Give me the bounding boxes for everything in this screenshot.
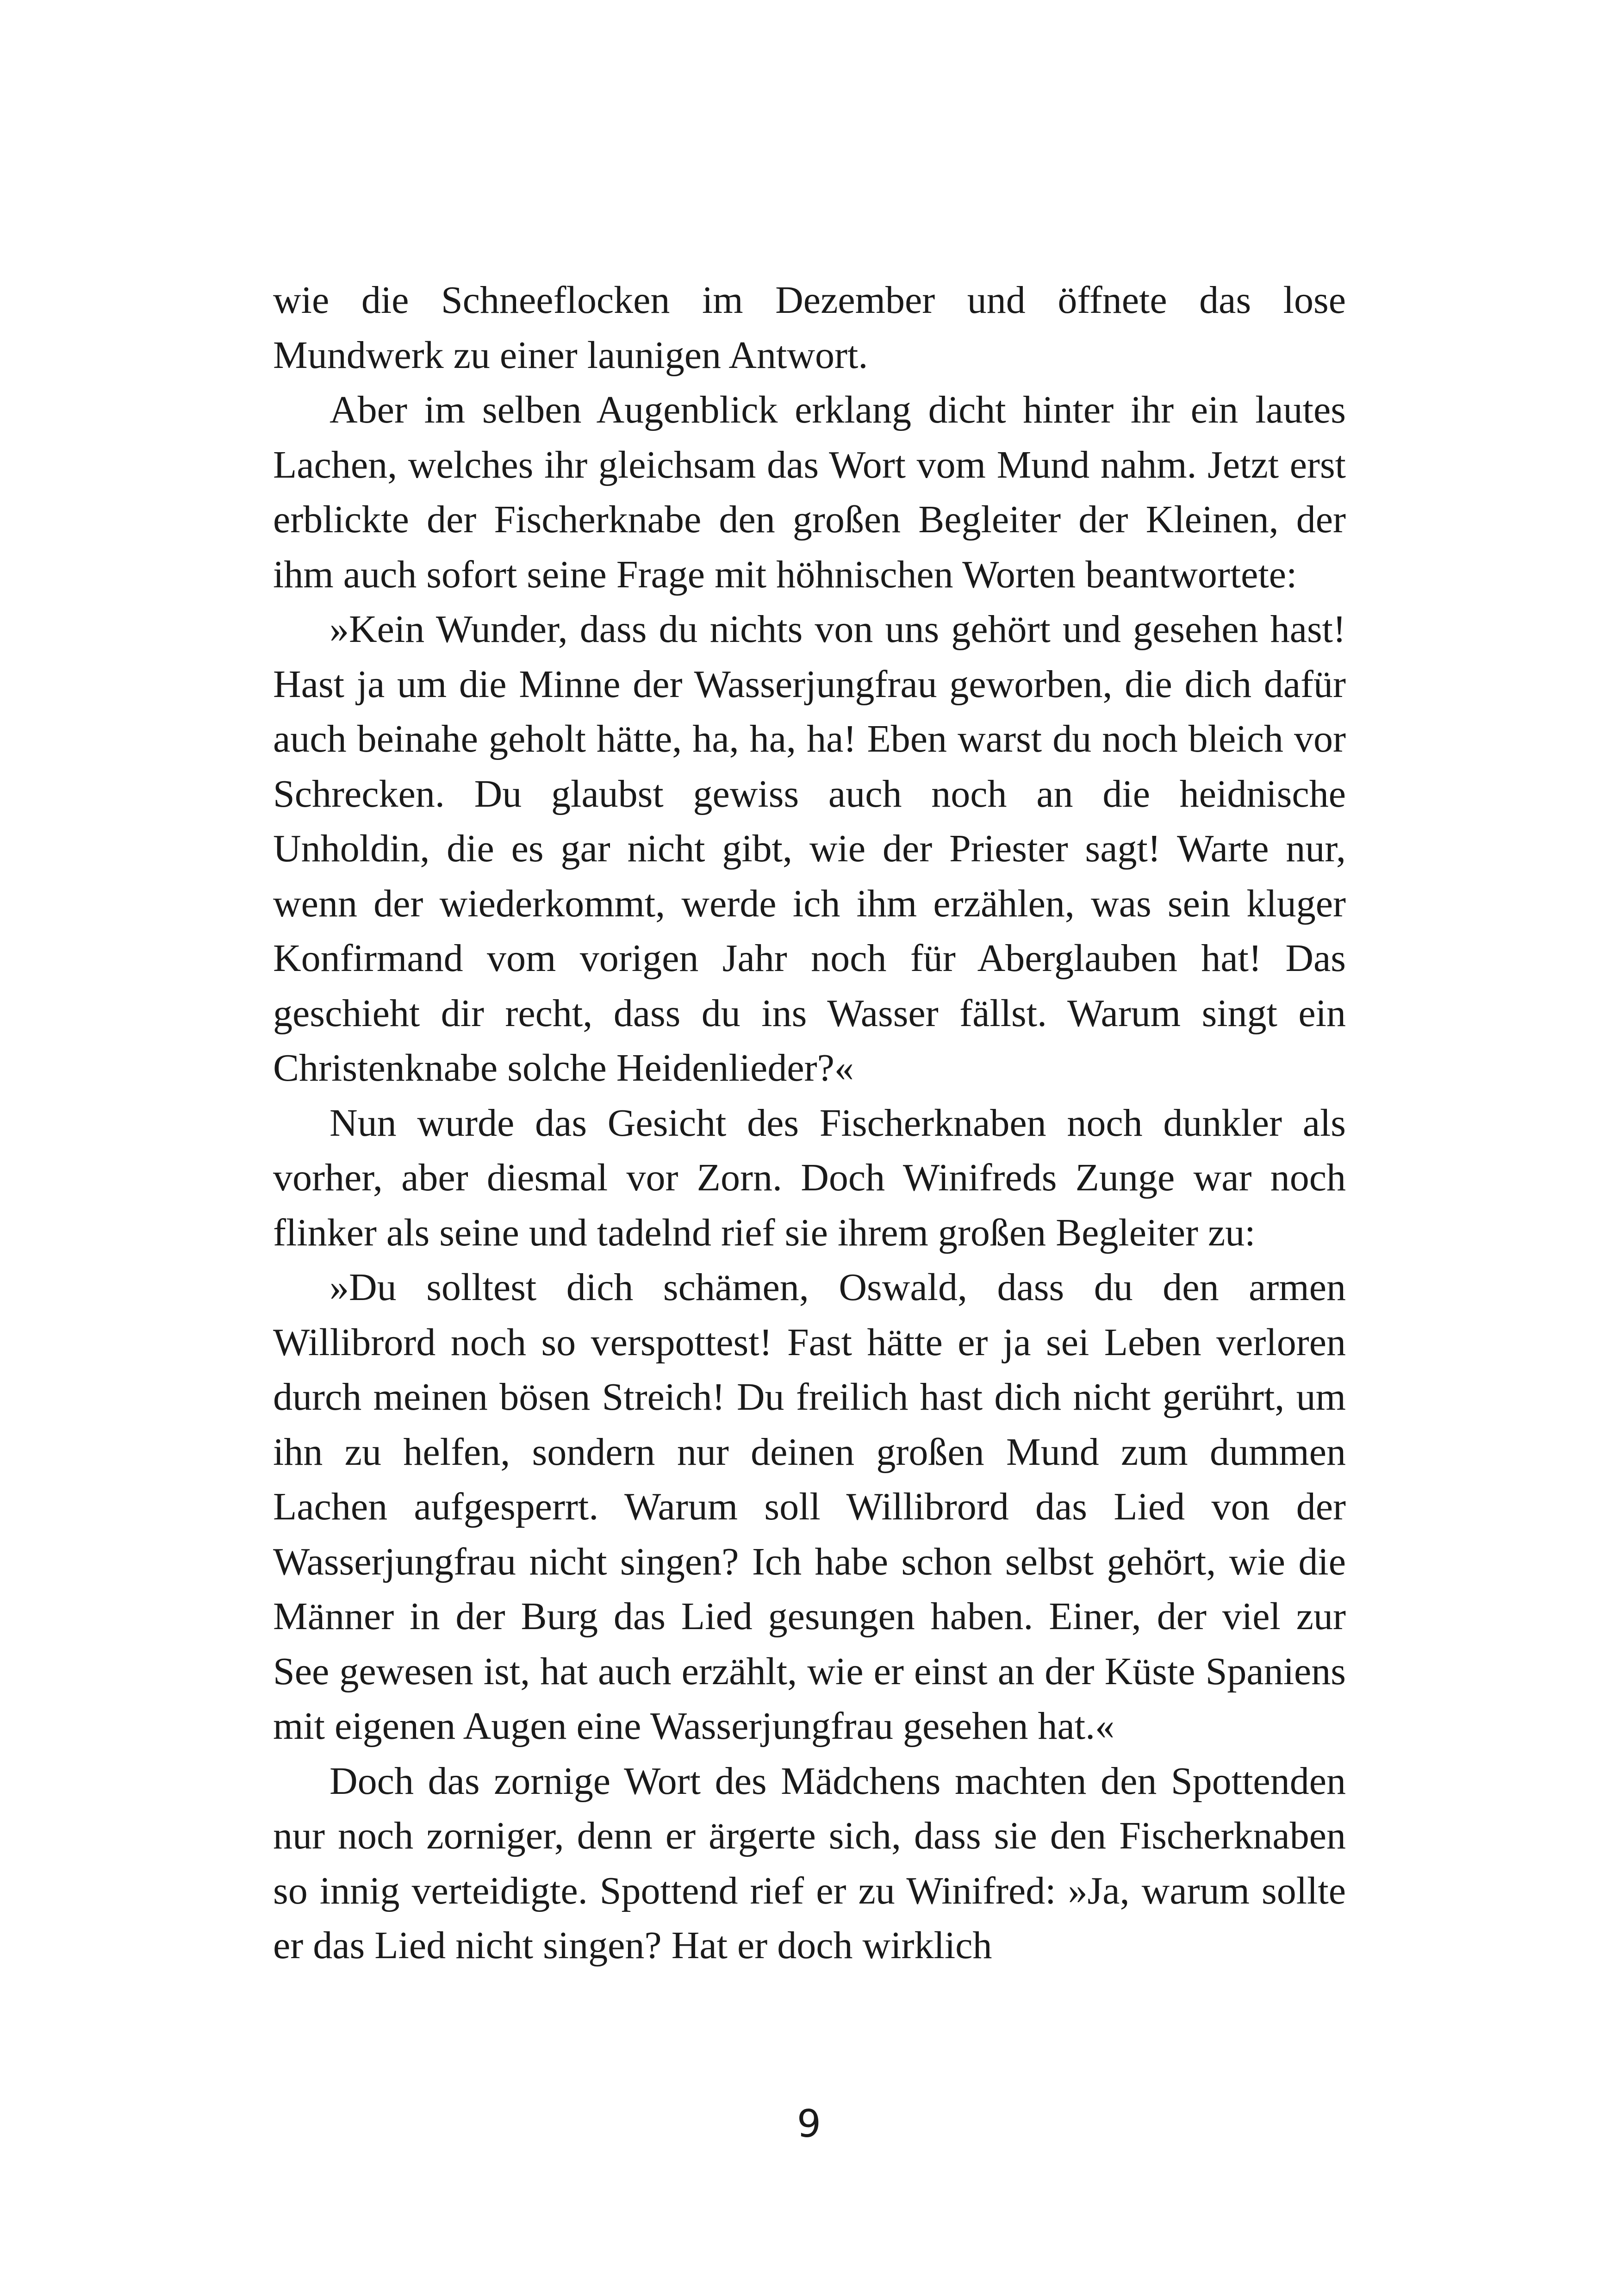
body-text xyxy=(273,273,1346,1973)
paragraph-5: »Du solltest dich schämen, Oswald, dass du den armen Willibrord noch so verspottest! Fast hätte er ja sei Leben verloren durch meinen bösen Streich! Du freilich hast dich nicht gerührt, um ihn zu helfen, sondern nur deinen großen Mund zum dummen Lachen aufgesperrt. Warum soll Willibrord das Lied von der Wasserjungfrau nicht singen? Ich habe schon selbst gehört, wie die Männer in der Burg das Lied gesungen haben. Einer, der viel zur See gewesen ist, hat auch erzählt, wie er einst an der Küste Spaniens mit eigenen Augen eine Wasserjungfrau gesehen hat.« xyxy=(273,1266,1346,1748)
paragraph-4: Nun wurde das Gesicht des Fischerknaben noch dunkler als vorher, aber diesmal vor Zorn. Doch Winifreds Zunge war noch flinker als seine und tadelnd rief sie ihrem großen Begleiter zu: xyxy=(273,1101,1346,1254)
page-number: 9 xyxy=(797,2102,821,2146)
paragraph-1: wie die Schneeflocken im Dezember und öffnete das lose Mundwerk zu einer launigen Antwort. xyxy=(273,279,1346,377)
paragraph-2: Aber im selben Augenblick erklang dicht hinter ihr ein lautes Lachen, welches ihr gleichsam das Wort vom Mund nahm. Jetzt erst erblickte der Fischerknabe den großen Begleiter der Kleinen, der ihm auch sofort seine Frage mit höhnischen Worten beantwortete: xyxy=(273,388,1346,596)
paragraph-6: Doch das zornige Wort des Mädchens machten den Spottenden nur noch zorniger, denn er ärgerte sich, dass sie den Fischerknaben so innig verteidigte. Spottend rief er zu Winifred: »Ja, warum sollte er das Lied nicht singen? Hat er doch wirklich xyxy=(273,1759,1346,1967)
paragraph-3: »Kein Wunder, dass du nichts von uns gehört und gesehen hast! Hast ja um die Minne der Wasserjungfrau geworben, die dich dafür auch beinahe geholt hätte, ha, ha, ha! Eben warst du noch bleich vor Schrecken. Du glaubst gewiss auch noch an die heidnische Unholdin, die es gar nicht gibt, wie der Priester sagt! Warte nur, wenn der wiederkommt, werde ich ihm erzählen, was sein kluger Konfirmand vom vorigen Jahr noch für Aberglauben hat! Das geschieht dir recht, dass du ins Wasser fällst. Warum singt ein Christenknabe solche Heidenlieder?« xyxy=(273,608,1346,1089)
